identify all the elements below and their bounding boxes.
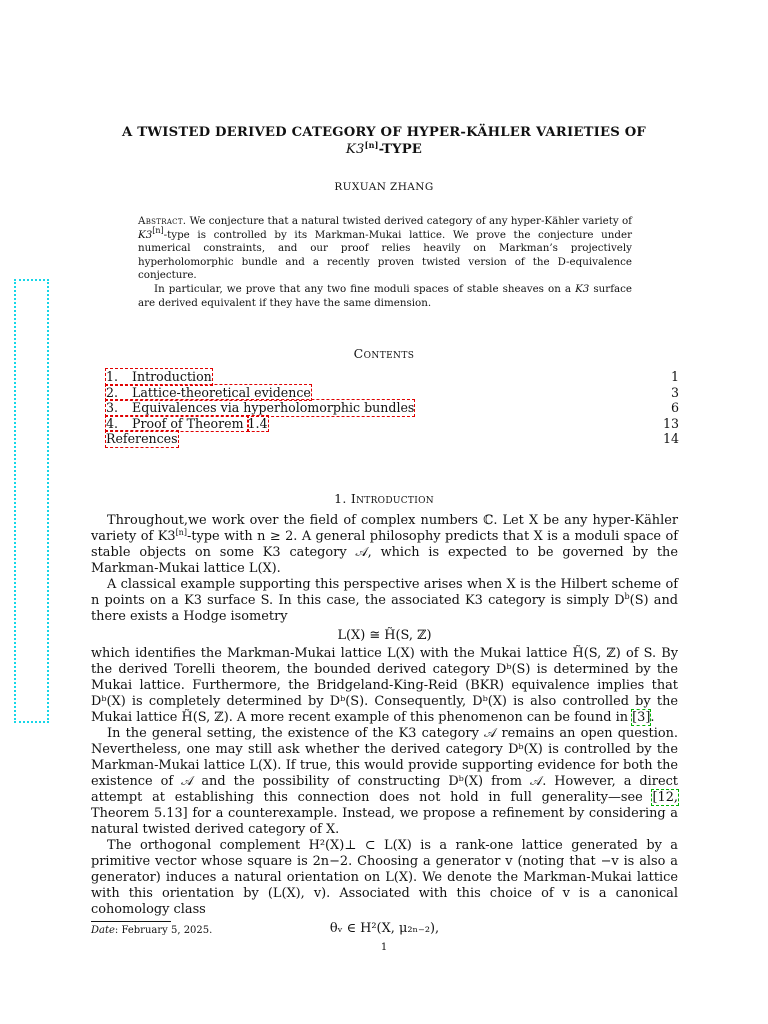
abstract-p2-k3: K3: [575, 282, 590, 295]
toc-label: Equivalences via hyperholomorphic bundles: [132, 400, 415, 416]
toc-label: References: [106, 431, 178, 447]
author-name: RUXUAN ZHANG: [334, 181, 434, 193]
toc-item-lattice[interactable]: [106, 385, 679, 401]
toc-number: 1.: [106, 369, 119, 384]
contents-heading: Contents: [353, 346, 415, 361]
table-of-contents: [106, 369, 679, 447]
footnote-label: Date: [91, 925, 115, 936]
abstract: [138, 215, 632, 310]
abstract-paragraph-1: [138, 215, 632, 283]
paragraph-1-sup: [n]: [175, 528, 187, 538]
toc-page: 3: [670, 384, 679, 400]
title-line-1: A TWISTED DERIVED CATEGORY OF HYPER-KÄHLER VARIETIES OF: [122, 125, 646, 140]
toc-link-introduction[interactable]: [106, 369, 212, 385]
paragraph-4: [91, 726, 678, 838]
paragraph-4-text-b: Theorem 5.13] for a counterexample. Instead, we propose a refinement by considering a natural twisted derived category of X.: [91, 806, 678, 837]
footnote: [91, 925, 212, 936]
toc-page: 13: [662, 415, 679, 431]
toc-number: 3.: [106, 400, 119, 416]
abstract-text-a: We conjecture that a natural twisted derived category of any hyper-Kähler variety of: [186, 215, 632, 227]
toc-item-references[interactable]: [106, 431, 679, 447]
footnote-text: : February 5, 2025.: [114, 925, 213, 936]
paragraph-5: The orthogonal complement H²(X)⊥ ⊂ L(X) is a rank-one lattice generated by a primitive vector whose square is 2n−2. Choosing a generator v (noting that −v is also a generator) induces a natural orientation on L(X). We denote the Markman-Mukai lattice with this orientation by (L(X), v). Associated with this choice of v is a canonical cohomology class: [91, 838, 678, 917]
toc-link-references[interactable]: [106, 431, 178, 447]
paragraph-3-text: which identifies the Markman-Mukai lattice L(X) with the Mukai lattice H̃(S, ℤ) of S. By the derived Torelli theorem, the bounded derived category Dᵇ(S) is determined by the Mukai lattice. Furthermore, the Bridgeland-King-Reid (BKR) equivalence implies that Dᵇ(X) is completely determined by Dᵇ(S). Consequently, Dᵇ(X) is also controlled by the Mukai lattice H̃(S, ℤ). A more recent example of this phenomenon can be found in: [91, 646, 678, 725]
section-heading: [80, 491, 688, 506]
toc-number: 4.: [106, 415, 119, 431]
toc-link-proof[interactable]: [106, 416, 268, 432]
paragraph-4-text: In the general setting, the existence of the K3 category 𝒜 remains an open question. Nevertheless, one may still ask whether the derived category Dᵇ(X) is controlled by the Markman-Mukai lattice L(X). If true, this would provide supporting evidence for both the existence of 𝒜 and the possibility of constructing Dᵇ(X) from 𝒜. However, a direct attempt at establishing this connection does not hold in full generality—see: [91, 726, 678, 805]
toc-page: 6: [670, 400, 679, 416]
toc-number: 2.: [106, 384, 119, 400]
paragraph-3: [91, 646, 678, 726]
paragraph-2-text-b: (S) and there exists a Hodge isometry: [91, 593, 678, 624]
toc-label: Lattice-theoretical evidence: [132, 384, 311, 400]
paragraph-2-sup: b: [624, 592, 630, 602]
toc-item-equivalences[interactable]: [106, 400, 679, 416]
selection-region: [14, 279, 49, 723]
paragraph-1: [91, 513, 678, 577]
title-type: -TYPE: [378, 142, 423, 157]
paragraph-1-text-b: -type with n ≥ 2. A general philosophy predicts that X is a moduli space of stable objects on some K3 category 𝒜, which is expected to be governed by the Markman-Mukai lattice L(X).: [91, 529, 678, 576]
citation-link[interactable]: [3]: [632, 710, 651, 725]
abstract-p2-b: surface are derived equivalent if they have the same dimension.: [138, 282, 633, 309]
abstract-text-b: -type is controlled by its Markman-Mukai lattice. We prove the conjecture under numerical constraints, and our proof relies heavily on Markman’s projectively hyperholomorphic bundle and a recently proven twisted version of the D-equivalence conjecture.: [138, 228, 632, 282]
toc-theorem-ref[interactable]: 1.4: [247, 415, 268, 431]
toc-label: Proof of Theorem: [132, 415, 248, 431]
paper-title: [80, 124, 688, 158]
abstract-sup: [n]: [152, 225, 164, 235]
section-body: [91, 513, 678, 939]
paragraph-2-text: A classical example supporting this perspective arises when X is the Hilbert scheme of n points on a K3 surface S. In this case, the associated K3 category is simply D: [91, 577, 678, 608]
abstract-p2-a: In particular, we prove that any two fine moduli spaces of stable sheaves on a: [154, 282, 576, 295]
footnote-rule: [91, 921, 171, 922]
toc-item-proof[interactable]: [106, 416, 679, 432]
toc-page: 14: [662, 431, 679, 447]
paragraph-1-text: Throughout,we work over the field of complex numbers ℂ. Let X be any hyper-Kähler variety of K3: [91, 513, 678, 544]
abstract-label: Abstract.: [138, 215, 187, 227]
title-k3: K3: [345, 142, 365, 157]
abstract-paragraph-2: [138, 283, 632, 310]
title-line-2: [80, 141, 688, 158]
paragraph-2: [91, 577, 678, 625]
toc-page: 1: [670, 369, 679, 384]
equation-theta: θᵥ ∈ H²(X, μ₂ₙ₋₂),: [329, 921, 440, 936]
equation-hodge-isometry: L(X) ≅ H̃(S, ℤ): [337, 628, 432, 643]
toc-label: Introduction: [132, 369, 212, 384]
citation-link[interactable]: [12,: [652, 790, 678, 805]
title-sup: [n]: [364, 140, 379, 151]
abstract-k3: K3: [138, 228, 153, 241]
toc-item-introduction[interactable]: [106, 369, 679, 385]
toc-link-equivalences[interactable]: [106, 400, 414, 416]
section-heading-text: 1. Introduction: [334, 491, 434, 506]
paragraph-3-end: .: [650, 710, 655, 725]
page-number: 1: [380, 942, 388, 953]
toc-link-lattice[interactable]: [106, 385, 311, 401]
